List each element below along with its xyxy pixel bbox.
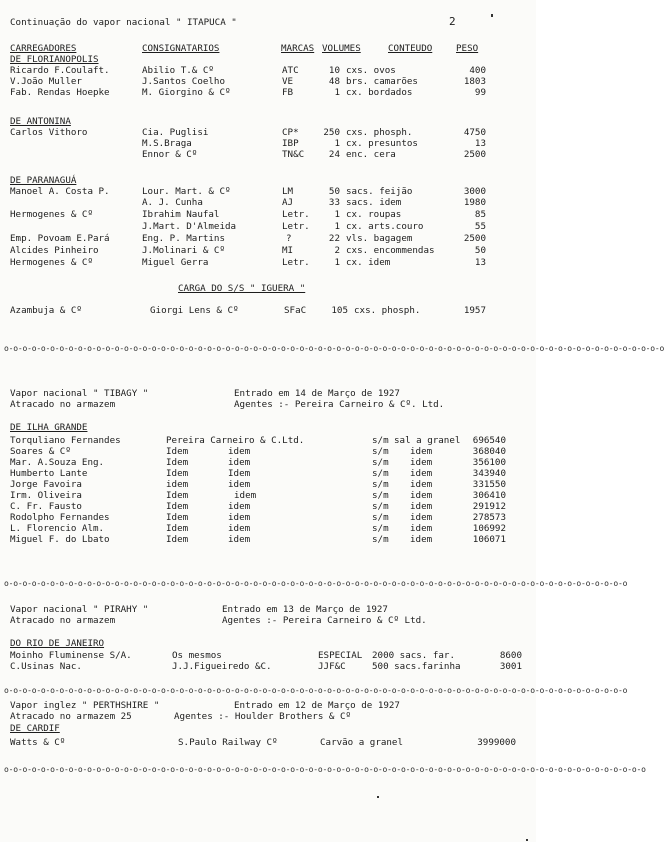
content: cx. arts.couro [346,221,424,232]
consignee: Ennor & Cº [142,149,198,160]
mark: s/m [372,512,389,523]
mark: s/m [372,479,389,490]
mark: Letr. [282,221,310,232]
consignee-ditto: idem [228,534,251,545]
consignee: S.Paulo Railway Cº [178,737,278,748]
shipper: Emp. Povoam E.Pará [10,233,110,244]
consignee: M.S.Braga [142,138,192,149]
section-heading-florianopolis: DE FLORIANOPOLIS [10,54,99,65]
content: cxs. ovos [346,65,396,76]
mark: s/m [372,435,389,446]
agents: Agentes :- Pereira Carneiro & Cº. Ltd. [234,399,445,410]
shipper: C. Fr. Fausto [10,501,82,512]
shipper: Mar. A.Souza Eng. [10,457,105,468]
section-heading-rio-de-janeiro: DO RIO DE JANEIRO [10,638,105,649]
consignee: Idem [166,457,189,468]
shipper: Ricardo F.Coulaft. [10,65,110,76]
mark: s/m [372,534,389,545]
content: idem [410,534,433,545]
consignee: J.Molinari & Cº [142,245,225,256]
vessel-name: Vapor inglez " PERTHSHIRE " [10,700,160,711]
shipper: Jorge Favoira [10,479,82,490]
shipper: Carlos Vithoro [10,127,88,138]
content: cx. bordados [346,87,413,98]
consignee-ditto: idem [228,501,251,512]
shipper: L. Florencio Alm. [10,523,105,534]
consignee: Abilio T.& Cº [142,65,214,76]
weight: 306410 [472,490,506,501]
col-header-conteudo: CONTEUDO [388,43,433,54]
consignee: idem [166,479,189,490]
berthed-location: Atracado no armazem [10,399,116,410]
ink-speck [526,839,528,841]
content: sacs. idem [346,197,402,208]
consignee: J.Mart. D'Almeida [142,221,237,232]
mark: SFaC [284,305,307,316]
content: cxs. phosph. [346,127,413,138]
consignee: Ibrahim Naufal [142,209,220,220]
weight: 99 [474,87,486,98]
shipper: Rodolpho Fernandes [10,512,110,523]
content: brs. camarões [346,76,418,87]
content: idem [410,479,433,490]
weight: 356100 [472,457,506,468]
mark: ? [286,233,292,244]
content: sal a granel [394,435,461,446]
content: sacs. feijão [346,186,413,197]
consignee: Cia. Puglisi [142,127,209,138]
consignee: Idem [166,534,189,545]
berthed-location: Atracado no armazem [10,615,116,626]
mark: MI [282,245,294,256]
consignee: Miguel Gerra [142,257,209,268]
weight: 1803 [463,76,486,87]
content: cx. idem [346,257,391,268]
mark: Letr. [282,209,310,220]
weight: 1957 [463,305,486,316]
weight: 50 [474,245,486,256]
shipper: Manoel A. Costa P. [10,186,110,197]
weight: 2500 [463,233,486,244]
consignee-ditto: idem [228,523,251,534]
content: cxs. encommendas [346,245,435,256]
shipper: Watts & Cº [10,737,66,748]
content: cx. presuntos [346,138,418,149]
entry-date: Entrado em 14 de Março de 1927 [234,388,400,399]
content: idem [410,446,433,457]
weight: 85 [474,209,486,220]
agents: Agentes :- Pereira Carneiro & Cº Ltd. [222,615,427,626]
section-separator: o-o-o-o-o-o-o-o-o-o-o-o-o-o-o-o-o-o-o-o-o-o-o-o-o-o-o-o-o-o-o-o-o-o-o-o-o-o-o-o-o-o-o-o-o-o-o-o-o-o-o-o-o-o-o-o-o-o-o-o-o-o-o-o-o-o-o-o-o-o [4,765,646,774]
content: cx. roupas [346,209,402,220]
weight: 331550 [472,479,506,490]
content: Carvão a granel [320,737,403,748]
weight: 13 [474,138,486,149]
berthed-location: Atracado no armazem 25 [10,711,132,722]
volume: 105 [331,305,348,316]
volume: 50 [328,186,340,197]
weight: 1980 [463,197,486,208]
mark: s/m [372,523,389,534]
shipper: Torquliano Fernandes [10,435,121,446]
content: idem [410,490,433,501]
mark: LM [282,186,294,197]
col-header-consignatarios: CONSIGNATARIOS [142,43,220,54]
shipper: Hermogenes & Cº [10,257,93,268]
consignee: Idem [166,512,189,523]
vessel-name: Vapor nacional " TIBAGY " [10,388,149,399]
section-heading-cardif: DE CARDIF [10,723,60,734]
weight: 106992 [472,523,506,534]
mark: IBP [282,138,299,149]
consignee: M. Giorgino & Cº [142,87,231,98]
col-header-volumes: VOLUMES [322,43,361,54]
volume: 1 [334,221,340,232]
page-title: Continuação do vapor nacional " ITAPUCA " [10,17,237,28]
volume: 2 [334,245,340,256]
weight: 291912 [472,501,506,512]
volume: 1 [334,257,340,268]
mark: CP* [282,127,299,138]
volume: 33 [328,197,340,208]
content: 500 sacs.farinha [372,661,461,672]
content: idem [410,512,433,523]
entry-date: Entrado em 13 de Março de 1927 [222,604,388,615]
weight: 8600 [499,650,522,661]
weight: 3999000 [477,737,516,748]
mark: s/m [372,468,389,479]
shipper: Miguel F. do Lbato [10,534,110,545]
consignee: J.J.Figueiredo &C. [172,661,272,672]
weight: 368040 [472,446,506,457]
weight: 3001 [499,661,522,672]
content: cxs. phosph. [354,305,421,316]
weight: 343940 [472,468,506,479]
vessel-name: Vapor nacional " PIRAHY " [10,604,149,615]
consignee: Idem [166,468,189,479]
shipper: Irm. Oliveira [10,490,82,501]
content: vls. bagagem [346,233,413,244]
consignee: Pereira Carneiro & C.Ltd. [166,435,305,446]
mark: VE [282,76,294,87]
section-heading-antonina: DE ANTONINA [10,116,71,127]
consignee: A. J. Cunha [142,197,203,208]
mark: s/m [372,457,389,468]
shipper: Humberto Lante [10,468,88,479]
section-separator: o-o-o-o-o-o-o-o-o-o-o-o-o-o-o-o-o-o-o-o-o-o-o-o-o-o-o-o-o-o-o-o-o-o-o-o-o-o-o-o-o-o-o-o-o-o-o-o-o-o-o-o-o-o-o-o-o-o-o-o-o-o-o-o-o-o-o-o-o-o-o-o [4,344,664,353]
col-header-marcas: MARCAS [281,43,315,54]
col-header-carregadores: CARREGADORES [10,43,77,54]
shipper: Hermogenes & Cº [10,209,93,220]
ink-speck [491,14,493,17]
section-heading-ilha-grande: DE ILHA GRANDE [10,422,88,433]
ink-speck [377,796,379,798]
consignee: Os mesmos [172,650,222,661]
shipper: Alcides Pinheiro [10,245,99,256]
consignee: J.Santos Coelho [142,76,225,87]
consignee-ditto: idem [228,512,251,523]
mark: JJF&C [318,661,346,672]
content: enc. cera [346,149,396,160]
mark: ESPECIAL [318,650,363,661]
weight: 106071 [472,534,506,545]
content: idem [410,457,433,468]
consignee-ditto: idem [228,479,251,490]
shipper: C.Usinas Nac. [10,661,82,672]
consignee-ditto: idem [228,457,251,468]
consignee: Idem [166,501,189,512]
weight: 400 [469,65,486,76]
page-number: 2 [449,15,456,28]
section-heading-carga-iguera: CARGA DO S/S " IGUERA " [178,283,306,294]
content: idem [410,468,433,479]
section-separator: o-o-o-o-o-o-o-o-o-o-o-o-o-o-o-o-o-o-o-o-o-o-o-o-o-o-o-o-o-o-o-o-o-o-o-o-o-o-o-o-o-o-o-o-o-o-o-o-o-o-o-o-o-o-o-o-o-o-o-o-o-o-o-o-o-o-o-o [4,579,628,588]
volume: 24 [328,149,340,160]
mark: s/m [372,501,389,512]
weight: 278573 [472,512,506,523]
consignee: Eng. P. Martins [142,233,225,244]
volume: 10 [328,65,340,76]
consignee-ditto: idem [228,446,251,457]
mark: Letr. [282,257,310,268]
volume: 1 [334,87,340,98]
content: idem [410,501,433,512]
shipper: Soares & Cº [10,446,71,457]
section-separator: o-o-o-o-o-o-o-o-o-o-o-o-o-o-o-o-o-o-o-o-o-o-o-o-o-o-o-o-o-o-o-o-o-o-o-o-o-o-o-o-o-o-o-o-o-o-o-o-o-o-o-o-o-o-o-o-o-o-o-o-o-o-o-o-o-o-o-o [4,686,628,695]
section-heading-paranagua: DE PARANAGUÁ [10,175,77,186]
weight: 13 [474,257,486,268]
volume: 1 [334,138,340,149]
shipper: Moinho Fluminense S/A. [10,650,132,661]
mark: TN&C [282,149,305,160]
consignee: Lour. Mart. & Cº [142,186,231,197]
volume: 48 [328,76,340,87]
consignee: Idem [166,446,189,457]
agents: Agentes :- Houlder Brothers & Cº [174,711,352,722]
shipper: Azambuja & Cº [10,305,82,316]
weight: 55 [474,221,486,232]
mark: s/m [372,490,389,501]
consignee-ditto: idem [234,490,257,501]
weight: 3000 [463,186,486,197]
volume: 22 [328,233,340,244]
mark: s/m [372,446,389,457]
volume: 250 [323,127,340,138]
content: idem [410,523,433,534]
shipper: V.João Muller [10,76,82,87]
consignee: Giorgi Lens & Cº [150,305,239,316]
shipper: Fab. Rendas Hoepke [10,87,110,98]
mark: AJ [282,197,294,208]
col-header-peso: PESO [456,43,479,54]
consignee: Idem [166,490,189,501]
entry-date: Entrado em 12 de Março de 1927 [234,700,400,711]
weight: 696540 [472,435,506,446]
consignee-ditto: Idem [228,468,251,479]
consignee: Idem [166,523,189,534]
volume: 1 [334,209,340,220]
content: 2000 sacs. far. [372,650,455,661]
weight: 2500 [463,149,486,160]
weight: 4750 [463,127,486,138]
mark: FB [282,87,294,98]
mark: ATC [282,65,299,76]
